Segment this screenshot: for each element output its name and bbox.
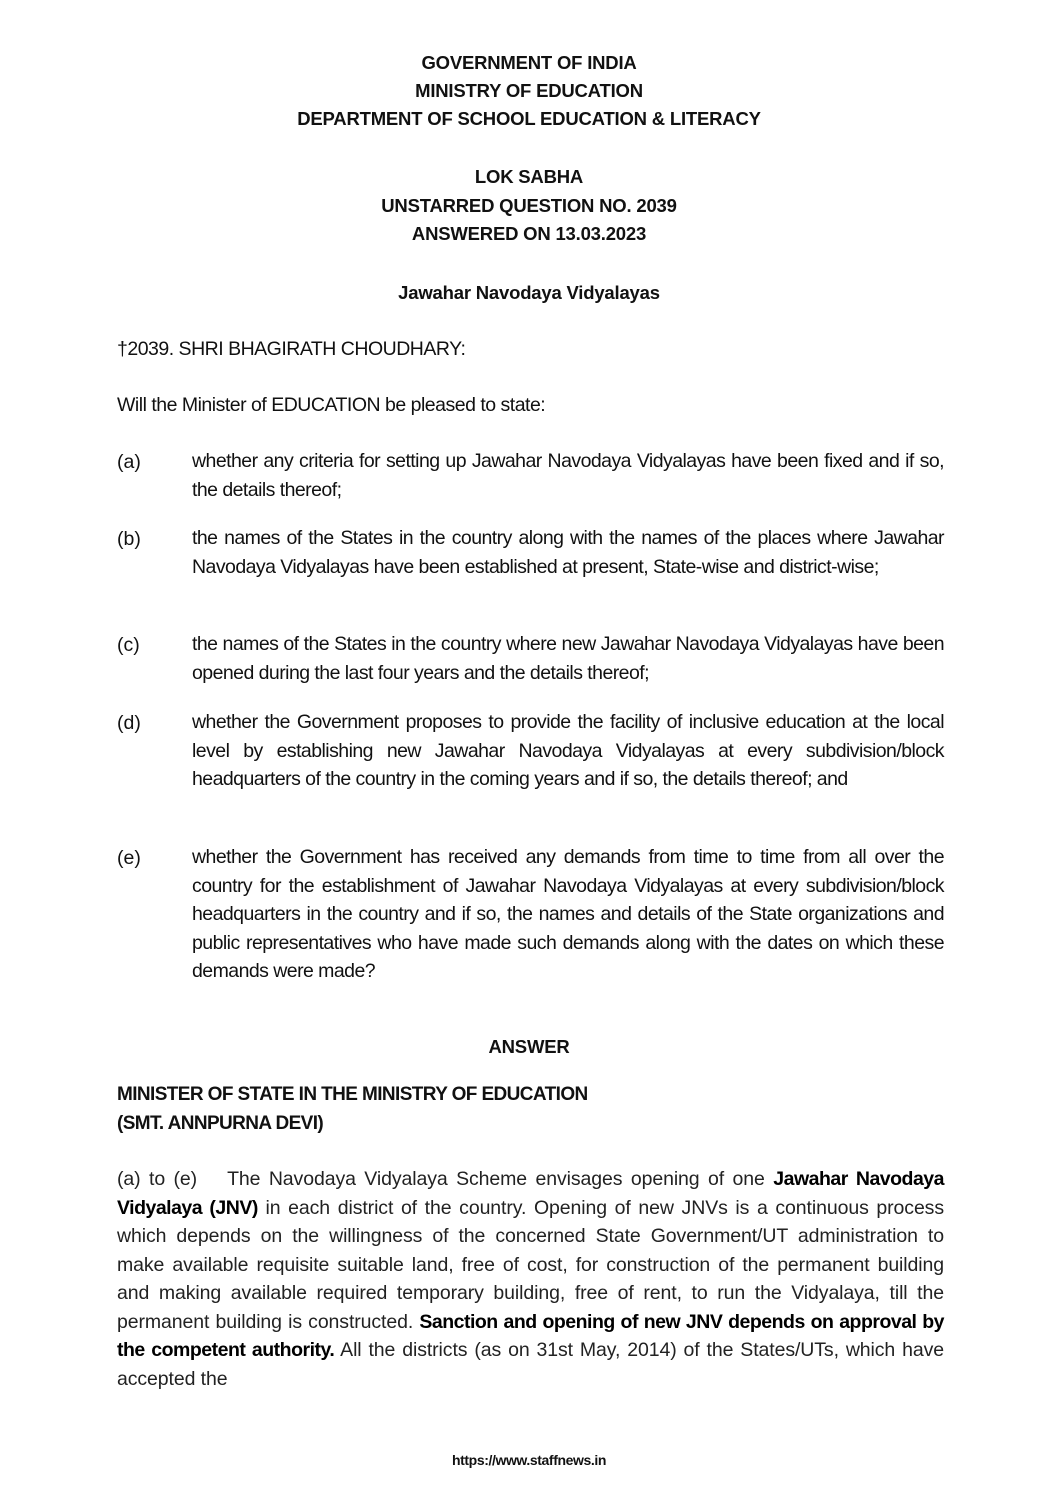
answer-emphasis-text: Jawahar Navodaya Vidyalaya (JNV)	[117, 1168, 944, 1219]
question-intro: Will the Minister of EDUCATION be pleased to state:	[117, 394, 546, 416]
house-name: LOK SABHA	[474, 166, 584, 187]
question-item-label: (a)	[117, 451, 141, 473]
question-item-text: the names of the States in the country along with the names of the places where Jawahar Navodaya Vidyalayas have been established at present, State-wise and district-wise;	[192, 527, 944, 578]
subject-title: Jawahar Navodaya Vidyalayas	[398, 282, 660, 303]
answer-body	[117, 1168, 944, 1390]
minister-title: MINISTER OF STATE IN THE MINISTRY OF EDUCATION	[117, 1084, 588, 1105]
question-item-text: whether the Government has received any demands from time to time from all over the country for the establishment of Jawahar Navodaya Vidyalayas at every subdivision/block headquarters in the country and if so, the names and details of the State organizations and public representatives who have made such demands along with the dates on which these demands were made?	[192, 846, 944, 982]
header-ministry: MINISTRY OF EDUCATION	[415, 80, 643, 101]
answer-text: The Navodaya Vidyalaya Scheme envisages opening of one	[227, 1168, 774, 1190]
answer-text: in each district of the country. Opening of new JNVs is a continuous process which depends on the willingness of the concerned State Government/UT administration to make available requisite suitable land, free of cost, for construction of the permanent building and making available required temporary building, free of rent, to run the Vidyalaya, till the permanent building is constructed.	[117, 1196, 944, 1333]
question-item-text: whether the Government proposes to provide the facility of inclusive education at the local level by establishing new Jawahar Navodaya Vidyalayas at every subdivision/block headquarters of the country in the coming years and if so, the details thereof; and	[192, 711, 944, 790]
header-department: DEPARTMENT OF SCHOOL EDUCATION & LITERACY	[297, 108, 761, 129]
header-government: GOVERNMENT OF INDIA	[421, 52, 637, 73]
question-item-text: whether any criteria for setting up Jawahar Navodaya Vidyalayas have been fixed and if so, the details thereof;	[192, 450, 944, 501]
question-item-text: the names of the States in the country where new Jawahar Navodaya Vidyalayas have been opened during the last four years and the details thereof;	[192, 633, 944, 684]
answer-text: All the districts (as on 31st May, 2014) of the States/UTs, which have accepted the	[117, 1339, 944, 1390]
answer-heading: ANSWER	[488, 1036, 570, 1057]
question-asker: †2039. SHRI BHAGIRATH CHOUDHARY:	[117, 338, 466, 360]
question-number: UNSTARRED QUESTION NO. 2039	[381, 195, 677, 216]
question-item-label: (e)	[117, 847, 141, 869]
answered-date: ANSWERED ON 13.03.2023	[411, 223, 647, 244]
footer-source-url: https://www.staffnews.in	[452, 1452, 606, 1468]
question-item-label: (d)	[117, 712, 141, 734]
question-item-label: (b)	[117, 528, 141, 550]
minister-name: (SMT. ANNPURNA DEVI)	[117, 1113, 324, 1134]
answer-paragraph	[117, 1165, 944, 1393]
answer-label: (a) to (e)	[117, 1168, 198, 1190]
question-item-label: (c)	[117, 634, 140, 656]
answer-emphasis-text: Sanction and opening of new JNV depends on approval by the competent authority.	[117, 1310, 945, 1361]
